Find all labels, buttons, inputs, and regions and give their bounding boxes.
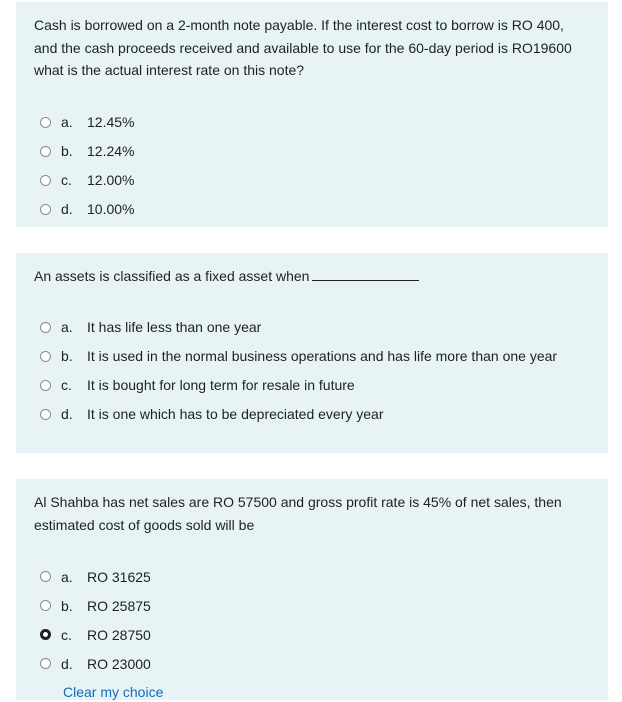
- radio-button[interactable]: [40, 351, 51, 362]
- option-label[interactable]: It is used in the normal business operations and has life more than one year: [87, 348, 558, 364]
- radio-button[interactable]: [40, 204, 51, 215]
- radio-button[interactable]: [40, 175, 51, 186]
- option-c[interactable]: [34, 371, 590, 400]
- option-letter: a.: [61, 319, 73, 335]
- radio-button[interactable]: [40, 117, 51, 128]
- option-d[interactable]: [34, 195, 590, 224]
- option-label[interactable]: 12.00%: [87, 172, 135, 188]
- radio-button-selected[interactable]: [40, 629, 51, 640]
- option-d[interactable]: [34, 400, 590, 429]
- option-letter: a.: [61, 114, 73, 130]
- option-label[interactable]: It is bought for long term for resale in future: [87, 377, 355, 393]
- option-letter: c.: [61, 626, 72, 643]
- option-label[interactable]: RO 25875: [87, 597, 151, 614]
- option-label[interactable]: It is one which has to be depreciated every year: [87, 406, 384, 422]
- question-card-1: [16, 2, 608, 227]
- answer-options: [34, 313, 590, 429]
- option-a[interactable]: [34, 313, 590, 342]
- radio-button[interactable]: [40, 409, 51, 420]
- option-label[interactable]: RO 31625: [87, 568, 151, 585]
- radio-button[interactable]: [40, 146, 51, 157]
- radio-button[interactable]: [40, 380, 51, 391]
- option-label[interactable]: RO 23000: [87, 655, 151, 672]
- option-label[interactable]: It has life less than one year: [87, 319, 262, 335]
- option-letter: b.: [61, 143, 73, 159]
- question-text: Al Shahba has net sales are RO 57500 and gross profit rate is 45% of net sales, then estimated cost of goods sold will be: [34, 494, 562, 533]
- question-text: Cash is borrowed on a 2-month note payable. If the interest cost to borrow is RO 400, and the cash proceeds received and available to use for the 60-day period is RO19600 what is the actual interest rate on this note?: [34, 17, 572, 78]
- option-b[interactable]: [34, 137, 590, 166]
- fill-in-blank: [312, 279, 419, 281]
- option-letter: d.: [61, 406, 73, 422]
- option-c[interactable]: [34, 620, 590, 649]
- question-text: [34, 253, 590, 288]
- option-label[interactable]: RO 28750: [87, 626, 151, 643]
- option-c[interactable]: [34, 166, 590, 195]
- option-b[interactable]: [34, 342, 590, 371]
- option-label[interactable]: 10.00%: [87, 201, 135, 217]
- option-letter: d.: [61, 655, 73, 672]
- option-letter: b.: [61, 348, 73, 364]
- option-letter: c.: [61, 172, 72, 188]
- option-label[interactable]: 12.24%: [87, 143, 135, 159]
- radio-button[interactable]: [40, 658, 51, 669]
- option-d[interactable]: [34, 649, 590, 678]
- answer-options: [34, 108, 590, 224]
- option-a[interactable]: [34, 562, 590, 591]
- answer-options: [34, 562, 590, 678]
- question-card-3: [16, 479, 608, 700]
- option-label[interactable]: 12.45%: [87, 114, 135, 130]
- option-letter: b.: [61, 597, 73, 614]
- radio-button[interactable]: [40, 322, 51, 333]
- option-letter: a.: [61, 568, 73, 585]
- option-a[interactable]: [34, 108, 590, 137]
- radio-button[interactable]: [40, 571, 51, 582]
- question-card-2: [16, 253, 608, 453]
- question-text-content: An assets is classified as a fixed asset when: [34, 268, 310, 284]
- clear-choice-link[interactable]: Clear my choice: [63, 684, 164, 700]
- option-letter: c.: [61, 377, 72, 393]
- option-letter: d.: [61, 201, 73, 217]
- radio-button[interactable]: [40, 600, 51, 611]
- option-b[interactable]: [34, 591, 590, 620]
